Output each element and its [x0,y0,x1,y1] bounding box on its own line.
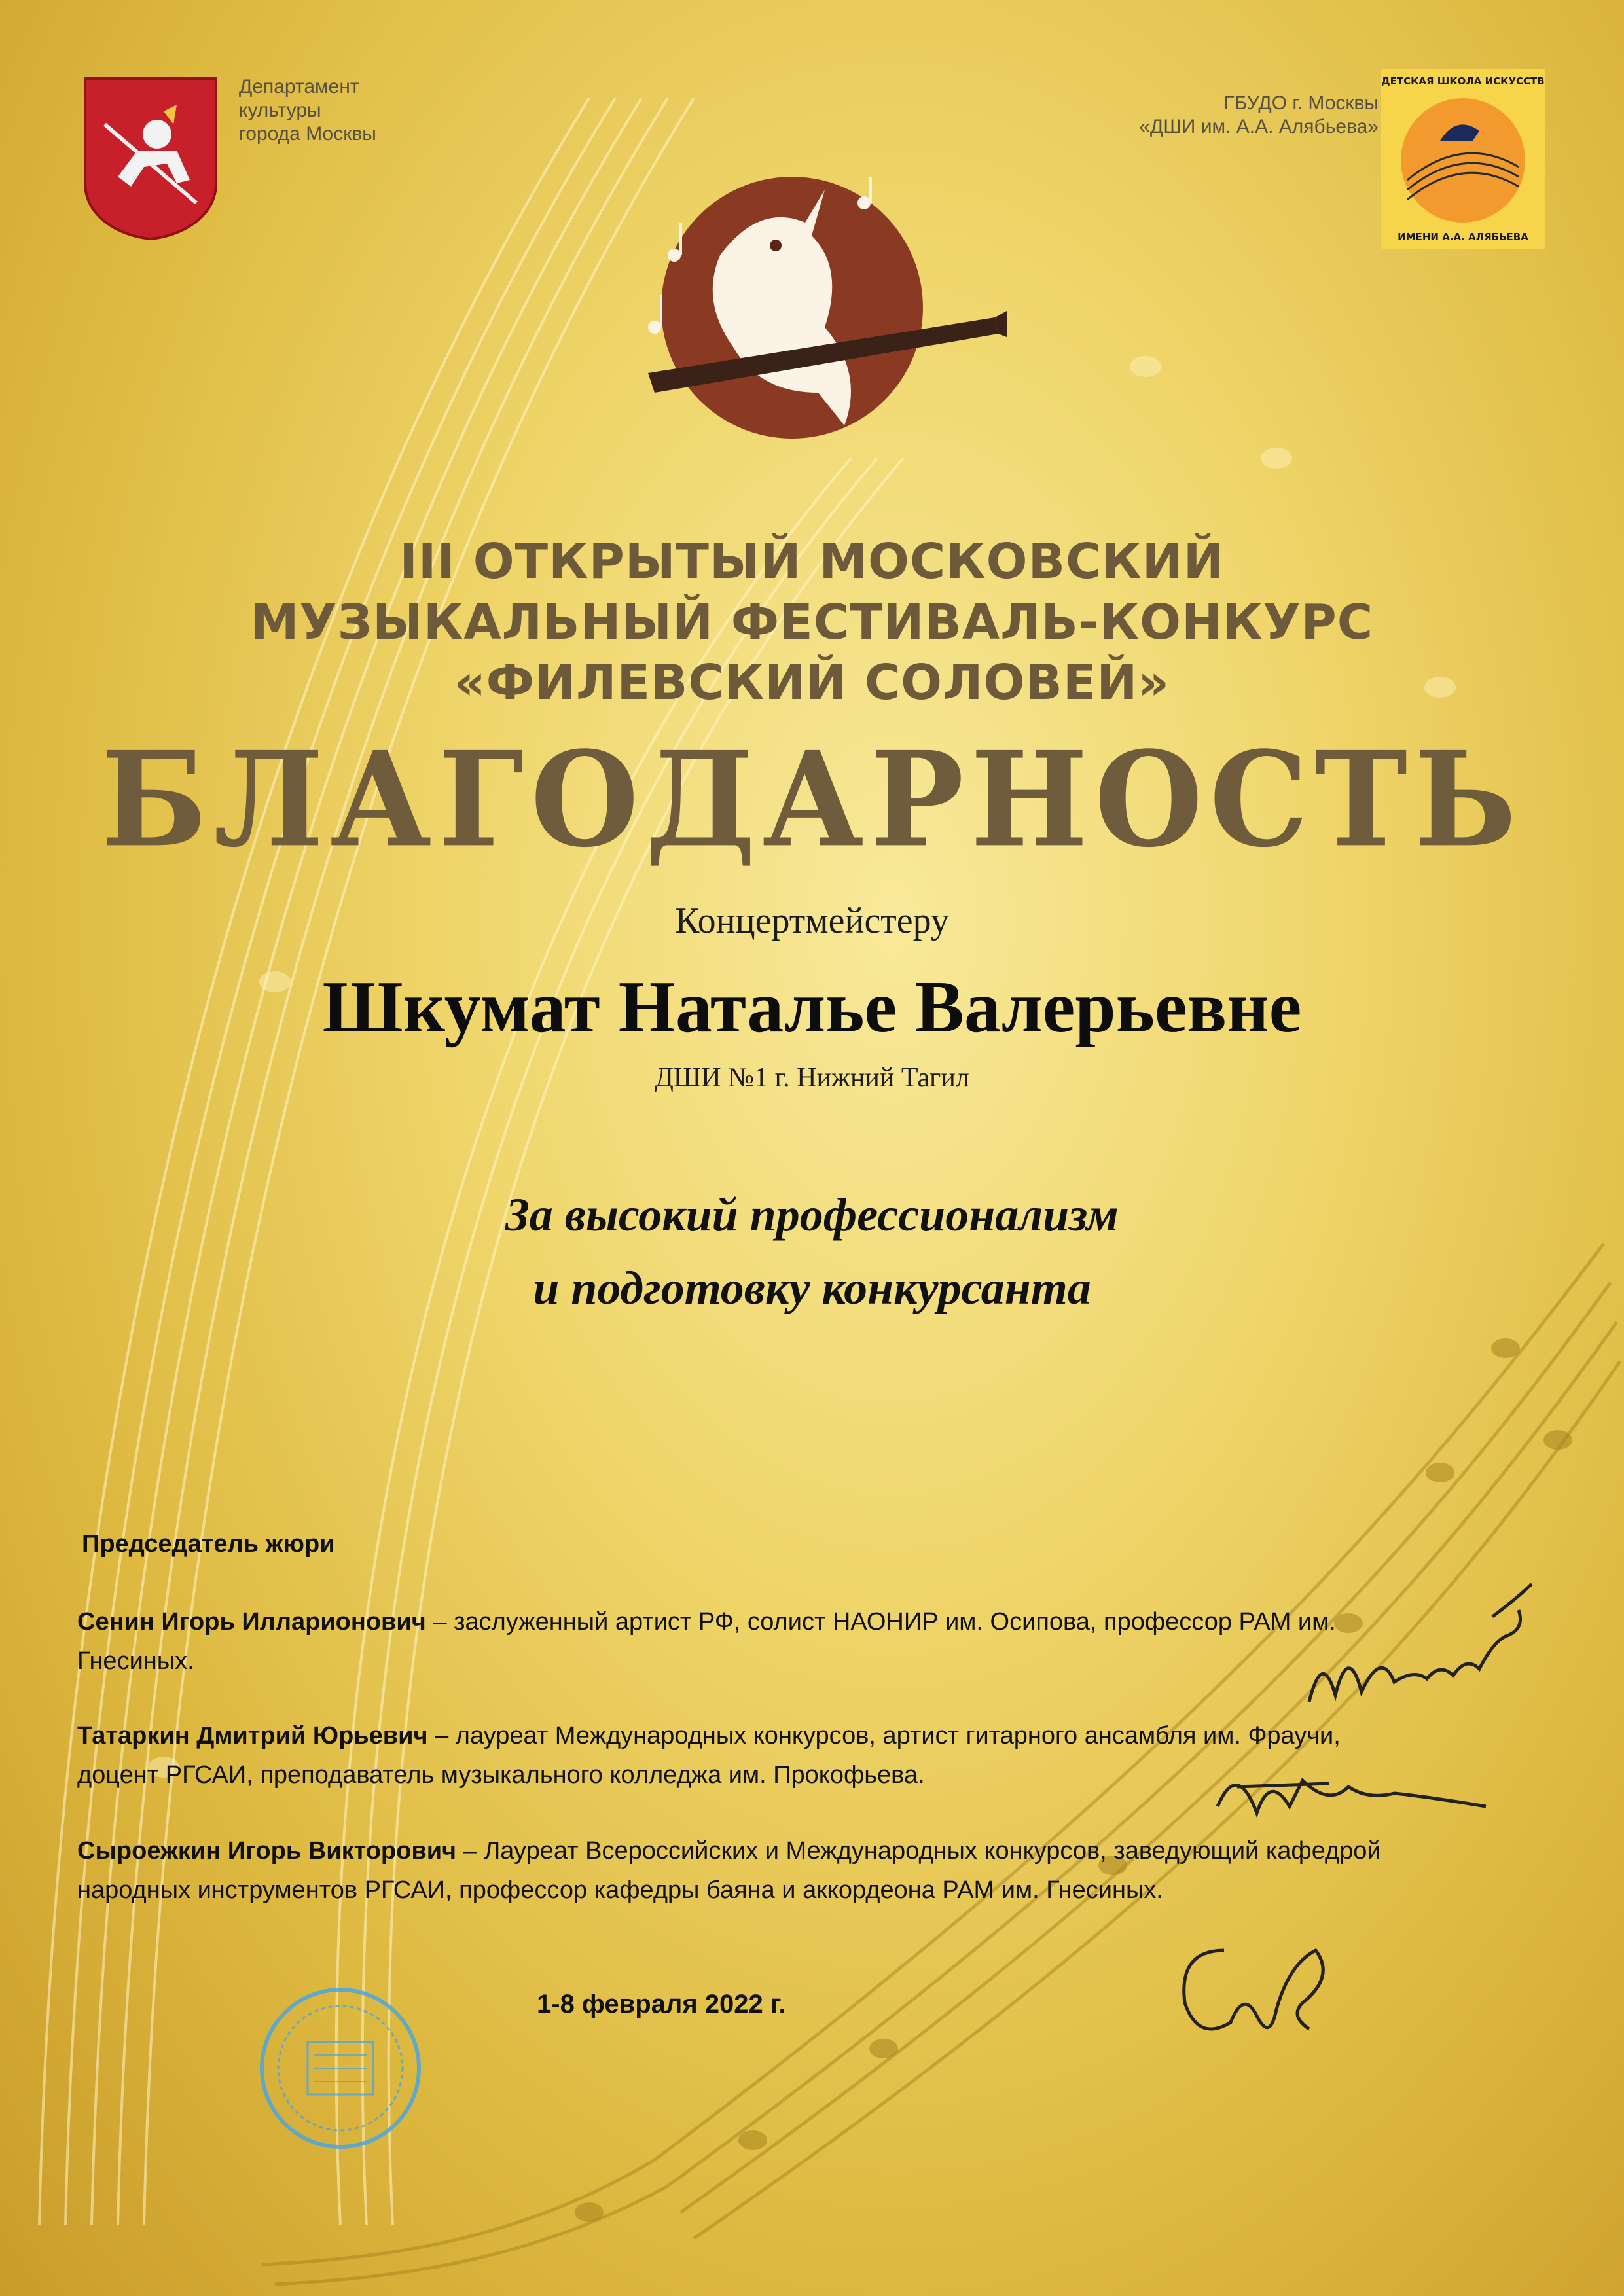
jury-member [77,1831,1426,1910]
recipient-organization: ДШИ №1 г. Нижний Тагил [655,1063,969,1093]
jury-member-name: Сенин Игорь Илларионович [77,1608,426,1636]
jury-member-name: Татаркин Дмитрий Юрьевич [77,1722,428,1749]
festival-title-line-3: «ФИЛЕВСКИЙ СОЛОВЕЙ» [454,655,1170,711]
award-reason-line-1: За высокий профессионализм [505,1189,1119,1241]
moscow-coat-of-arms-icon [79,72,223,242]
department-line-3: города Москвы [239,123,376,145]
department-line-2: культуры [239,99,321,121]
recipient-name: Шкумат Наталье Валерьевне [322,967,1302,1048]
school-logo-top-text: ДЕТСКАЯ ШКОЛА ИСКУССТВ [1381,75,1545,87]
signature-tatarkin-icon [1198,1748,1492,1833]
festival-dates: 1-8 февраля 2022 г. [537,1990,786,2018]
award-reason [0,1178,1624,1325]
jury-member-name: Сыроежкин Игорь Викторович [77,1837,457,1865]
school-logo-bottom-text: ИМЕНИ А.А. АЛЯБЬЕВА [1398,231,1528,243]
recipient-role: Концертмейстеру [675,901,949,941]
signature-senin-icon [1296,1571,1545,1728]
jury-member-description: – лауреат Международных конкурсов, артист гитарного ансамбля им. Фраучи, доцент РГСАИ, преподаватель музыкального колледжа им. Прокофьева. [77,1722,1341,1789]
school-line-1: ГБУДО г. Москвы [1223,92,1379,114]
signature-syroezhkin-icon [1152,1924,1348,2055]
jury-member [77,1602,1426,1681]
certificate-title: БЛАГОДАРНОСТЬ [101,723,1523,876]
festival-title-line-1: III ОТКРЫТЫЙ МОСКОВСКИЙ [399,533,1225,590]
festival-title-line-2: МУЗЫКАЛЬНЫЙ ФЕСТИВАЛЬ-КОНКУРС [250,594,1374,651]
school-line-2: «ДШИ им. А.А. Алябьева» [1139,116,1379,137]
nightingale-logo-icon [628,177,1008,484]
jury-member-description: – Лауреат Всероссийских и Международных конкурсов, заведующий кафедрой народных инструментов РГСАИ, профессор кафедры баяна и аккордеона РАМ им. Гнесиных. [77,1837,1381,1904]
official-stamp-icon [255,1983,425,2153]
award-reason-line-2: и подготовку конкурсанта [533,1262,1091,1314]
school-logo [1381,69,1545,249]
department-line-1: Департамент [239,76,359,98]
jury-chair-title: Председатель жюри [82,1530,335,1558]
department-caption [239,75,376,146]
jury-member-description: – заслуженный артист РФ, солист НАОНИР им. Осипова, профессор РАМ им. Гнесиных. [77,1608,1336,1675]
school-logo-icon [1381,69,1545,249]
school-caption [1139,92,1379,139]
